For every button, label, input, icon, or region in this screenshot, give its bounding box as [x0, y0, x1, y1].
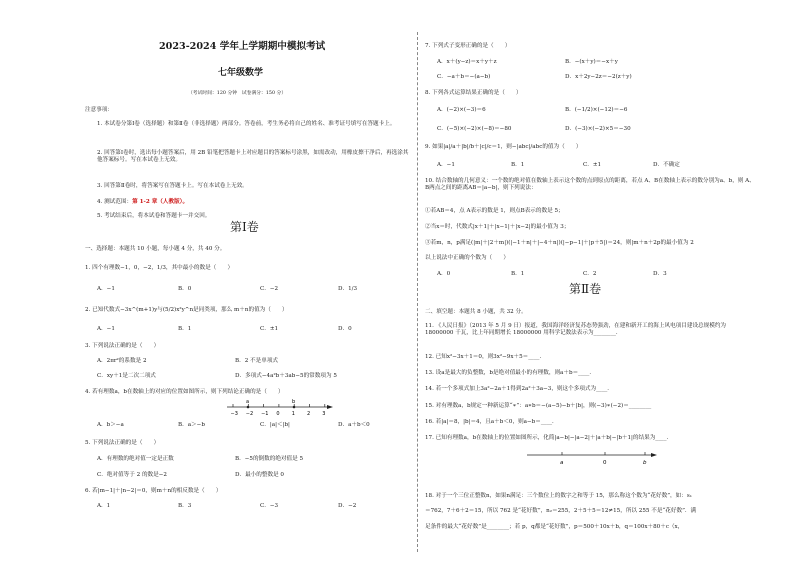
note-3: 3. 回答第Ⅱ卷时，将答案写在答题卡上。写在本试卷上无效。 — [97, 183, 248, 189]
q9-opt-b: B．1 — [511, 162, 525, 168]
note-2: 2. 回答第Ⅰ卷时，选出每小题答案后，用 2B 铅笔把答题卡上对应题目的答案标号涂黑，如需改动，用橡皮擦干净后，再选涂其他答案标号。写在本试卷上无效。 — [97, 150, 409, 163]
part1-instructions: 一、选择题：本题共 10 小题，每小题 4 分，共 40 分。 — [85, 246, 226, 252]
number-line-tick-label: −3 — [230, 411, 238, 417]
q17: 17. 已知有理数a，b在数轴上的位置如图所示，化简|a−b|−|a−2|＋|a＋b|−|b＋1|的结果为____． — [425, 435, 673, 441]
q16: 16. 若|a|＝8，|b|＝4，且a＋b＜0，则a−b＝____． — [425, 419, 558, 425]
number-line-tick-label: −1 — [261, 411, 269, 417]
q18-line-1: 18. 对于一个三位正整数n，如果n满足：三个数位上的数字之和等于 15，那么称这个数为“花好数”，如：s₁ — [425, 493, 692, 499]
q3-opt-c: C．xy＋1是二次二项式 — [97, 373, 156, 379]
q7-opt-c: C．−a＋b＝−(a−b) — [437, 74, 491, 80]
q4-opt-b: B．a＞−b — [178, 422, 205, 428]
q17-label-0: 0 — [603, 460, 607, 466]
note-4-label: 4. 测试范围： — [97, 199, 133, 205]
q10-stem: 10. 结合数轴的几何意义：一个数的绝对值在数轴上表示这个数的点到原点的距离，若点 A、B在数轴上表示的数分别为a、b，则 A、B两点之间的距离AB＝|a−b|，则下列说法： — [425, 178, 755, 191]
q3-opt-a: A．2πr²的系数是 2 — [97, 358, 147, 364]
exam-subject: 七年级数学 — [218, 68, 264, 78]
exam-meta: （考试时间：120 分钟 试卷满分：150 分） — [188, 91, 287, 96]
number-line-tick-label: 2 — [307, 411, 311, 417]
number-line-tick-label: −2 — [245, 411, 254, 417]
q9-opt-c: C．±1 — [583, 162, 602, 168]
q7-opt-d: D．x＋2y−2z＝−2(z＋y) — [565, 74, 632, 80]
q7-stem: 7. 下列式子变形正确的是（ ） — [425, 43, 511, 49]
part2-heading: 第Ⅱ卷 — [569, 282, 602, 296]
part1-heading: 第Ⅰ卷 — [230, 220, 259, 234]
q10-statement-3: ③若m，n，p满足(|m|＋|2＋m|)(|−1＋n|＋|−4＋n|)(|−p−1|＋|p＋5|)＝24，则|m＋n＋2p的最小值为 2 — [425, 240, 694, 246]
q4-opt-c: C．|a|＜|b| — [260, 422, 290, 428]
q1-opt-d: D．1/3 — [338, 286, 358, 292]
q8-opt-a: A．(−2)×(−3)＝6 — [437, 107, 486, 113]
q5-opt-b: B．−5的倒数的绝对值是 5 — [235, 456, 304, 462]
note-1: 1. 本试卷分第Ⅰ卷（选择题）和第Ⅱ卷（非选择题）两部分。答卷前，考生务必将自己的姓名、准考证号填写在答题卡上。 — [97, 121, 396, 127]
q17-axis-arrow — [651, 453, 657, 457]
q1-stem: 1. 四个有理数−1，0，−2，1/3，其中最小的数是（ ） — [85, 265, 234, 271]
q9-opt-a: A．−1 — [437, 162, 455, 168]
q13: 13. 设a是最大的负整数，b是绝对值最小的有理数，则a＋b＝____． — [425, 370, 595, 376]
q6-opt-d: D．−2 — [338, 503, 357, 509]
q10-statement-2: ②当x＝时，代数式|x＋1|＋|x−1|＋|x−2|的最小值为 3； — [425, 224, 570, 230]
q15: 15. 对有理数a，b规定一种新运算“∗”：a∗b＝−(a−5)−b＋|b|，则(−3)∗(−2)＝________ — [425, 403, 652, 409]
q5-opt-d: D．最小的整数是 0 — [235, 472, 284, 478]
q8-stem: 8. 下列各式运算结果正确的是（ ） — [425, 90, 522, 96]
fill-instructions: 二、填空题：本题共 8 小题，共 32 分。 — [425, 309, 527, 315]
point-b — [293, 406, 296, 409]
point-a — [247, 406, 250, 409]
q10-question: 以上说法中正确的个数为（ ） — [425, 255, 509, 261]
column-divider — [417, 32, 418, 552]
q2-opt-d: D．0 — [338, 326, 352, 332]
q17-label-a: a — [560, 460, 564, 466]
q11: 11. 《人民日报》（2013 年 5 月 9 日）报道，我国海洋经济复苏态势强劲，在建和新开工的海上风电项目建设总规模约为 18000000 千瓦，比上年同期增长 18000000 用科学记数法表示为________． — [425, 323, 727, 336]
q5-opt-a: A．有理数的绝对值一定是正数 — [97, 456, 174, 462]
q10-opt-c: C．2 — [583, 271, 597, 277]
q18-line-2: ＝762，7＋6＋2＝15，所以 762 是“花好数”，n₂＝255，2＋5＋5＝12≠15，所以 255 不是“花好数”．满 — [425, 508, 697, 514]
q17-number-line — [525, 447, 660, 469]
q7-opt-a: A．x＋(y−z)＝x＋y＋z — [437, 59, 497, 65]
q3-opt-d: D．多项式−4a²b＋3ab−5的常数项为 5 — [235, 373, 337, 379]
exam-title: 2023-2024 学年上学期期中模拟考试 — [159, 41, 326, 52]
q4-number-line — [225, 397, 335, 419]
q6-opt-b: B．3 — [178, 503, 192, 509]
q9-stem: 9. 如果|a|/a＋|b|/b＋|c|/c＝1，则−|abc|/abc的值为（ ） — [425, 144, 582, 150]
q9-opt-d: D．不确定 — [653, 162, 680, 168]
notes-heading: 注意事项： — [85, 107, 113, 113]
point-b-label: b — [292, 399, 296, 405]
note-5: 5. 考试结束后，将本试卷和答题卡一并交回。 — [97, 213, 211, 219]
number-line-tick-label: 1 — [291, 411, 295, 417]
number-line-tick-label: 0 — [276, 411, 280, 417]
q1-opt-b: B．0 — [178, 286, 192, 292]
q10-opt-d: D．3 — [653, 271, 667, 277]
q8-opt-c: C．(−5)×(−2)×(−8)＝−80 — [437, 126, 512, 132]
q6-opt-c: C．−3 — [260, 503, 279, 509]
axis-arrow — [327, 405, 333, 409]
q5-stem: 5. 下列说法正确的是（ ） — [85, 440, 160, 446]
q3-stem: 3. 下列说法正确的是（ ） — [85, 343, 160, 349]
q10-statement-1: ①若AB＝4，点 A表示的数是 1，则点B表示的数是 5； — [425, 208, 564, 214]
q4-opt-a: A．b＞−a — [97, 422, 124, 428]
q4-opt-d: D．a＋b＜0 — [338, 422, 370, 428]
q2-opt-b: B．1 — [178, 326, 192, 332]
number-line-tick-label: 3 — [322, 411, 326, 417]
q14: 14. 若一个多项式加上3a²−2a＋1得到2a²＋3a−3，则这个多项式为____． — [425, 386, 613, 392]
q2-stem: 2. 已知代数式−3x^(m+1)y与(5/2)x²y^n是同类项，那么 m＋n的值为（ ） — [85, 307, 288, 313]
q1-opt-c: C．−2 — [260, 286, 279, 292]
q12: 12. 已知x²−3x＋1＝0，则3x²−9x＋5＝____． — [425, 354, 546, 360]
q18-line-3: 足条件的最大“花好数”是________；若 p，q都是“花好数”，p＝500＋10x＋b，q＝100x＋80＋c（x， — [425, 524, 684, 530]
q5-opt-c: C．绝对值等于 2 的数是−2 — [97, 472, 167, 478]
q6-stem: 6. 若|m−1|＋|n−2|＝0，则m＋n的相反数是（ ） — [85, 488, 222, 494]
q7-opt-b: B．−(x＋y)＝−x＋y — [565, 59, 618, 65]
q2-opt-a: A．−1 — [97, 326, 115, 332]
q6-opt-a: A．1 — [97, 503, 111, 509]
scope-highlight: 第 1-2 章（人教版）。 — [132, 199, 189, 205]
note-4 — [97, 199, 188, 206]
q1-opt-a: A．−1 — [97, 286, 115, 292]
q10-opt-a: A．0 — [437, 271, 451, 277]
q10-opt-b: B．1 — [511, 271, 525, 277]
point-a-label: a — [246, 399, 250, 405]
q4-stem: 4. 若有理数a，b在数轴上的对应的位置如图所示，则下列结论正确的是（ ） — [85, 389, 284, 395]
q3-opt-b: B．2 不是单项式 — [235, 358, 279, 364]
q8-opt-d: D．(−3)×(−2)×5＝−30 — [565, 126, 631, 132]
q8-opt-b: B．(−1/2)×(−12)＝−6 — [565, 107, 628, 113]
q2-opt-c: C．±1 — [260, 326, 279, 332]
q17-label-b: b — [643, 460, 647, 466]
